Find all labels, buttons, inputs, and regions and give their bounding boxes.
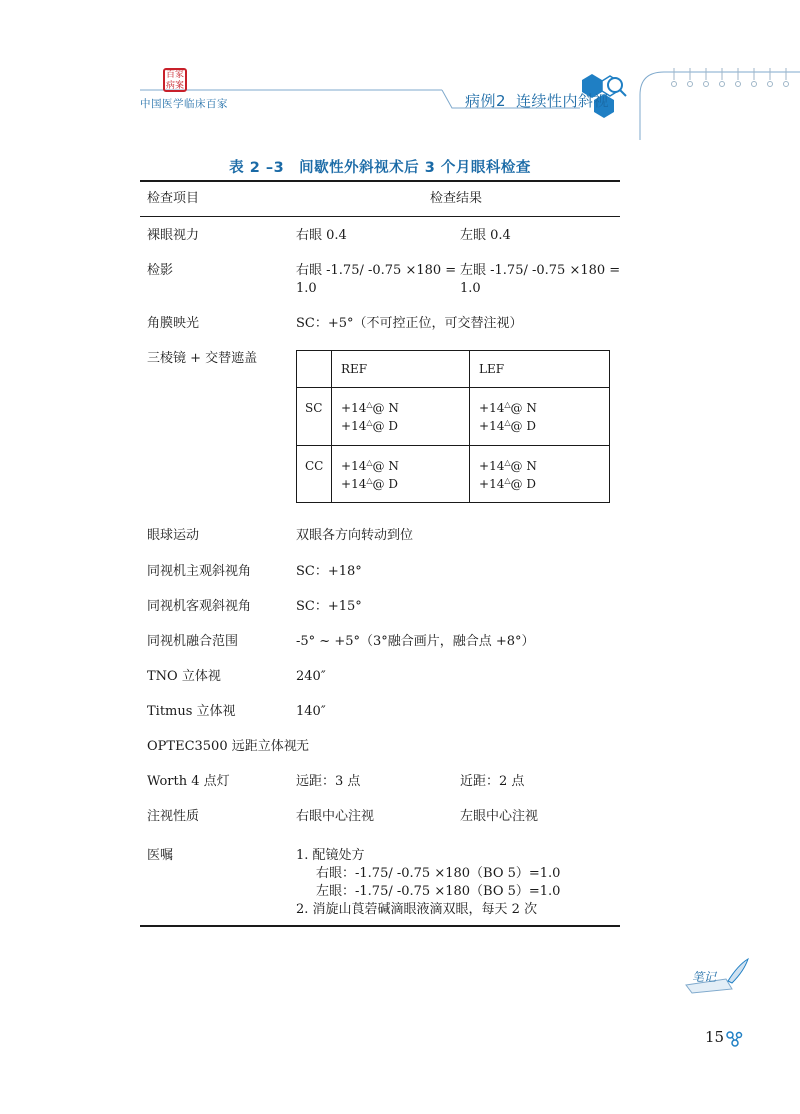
table-caption: 表 2 –3 间歇性外斜视术后 3 个月眼科检查 (229, 160, 531, 176)
case-title (465, 90, 609, 111)
logo-seal (163, 68, 187, 92)
row-label-va: 裸眼视力 (147, 228, 200, 243)
motility-value: 双眼各方向转动到位 (296, 528, 414, 543)
row-label-optec: OPTEC3500 远距立体视 (147, 739, 297, 754)
va-right: 右眼 0.4 (296, 228, 347, 243)
case-label: 病例2 (465, 92, 507, 110)
header-decoration (0, 0, 800, 140)
row-label-advice: 医嘱 (147, 848, 174, 863)
prism-cc-ref-near: +14△@ N (341, 458, 399, 473)
case-name: 连续性内斜视 (516, 92, 610, 110)
fusion-value: -5° ~ +5°（3°融合画片，融合点 +8°） (296, 634, 535, 649)
optec-value: 无 (296, 739, 310, 754)
advice-line3: 左眼：-1.75/ -0.75 ×180（BO 5）=1.0 (316, 884, 561, 899)
objective-angle-value: SC：+15° (296, 599, 362, 614)
row-label-worth: Worth 4 点灯 (147, 774, 230, 789)
prism-row-sc: SC (305, 401, 323, 415)
row-label-retinoscopy: 检影 (147, 263, 174, 278)
row-label-motility: 眼球运动 (147, 528, 200, 543)
advice-line2: 右眼：-1.75/ -0.75 ×180（BO 5）=1.0 (316, 866, 561, 881)
titmus-value: 140″ (296, 704, 326, 719)
row-label-hirschberg: 角膜映光 (147, 316, 200, 331)
row-label-tno: TNO 立体视 (147, 669, 221, 684)
page-number: 15 (705, 1028, 725, 1046)
fixation-left: 左眼中心注视 (460, 809, 539, 824)
prism-subtable (296, 350, 610, 503)
retino-right-line1: 右眼 -1.75/ -0.75 ×180 = (296, 263, 457, 278)
table-top-rule (140, 180, 620, 182)
prism-cc-lef-near: +14△@ N (479, 458, 537, 473)
column-header-item: 检查项目 (147, 191, 200, 206)
prism-cc-ref-dist: +14△@ D (341, 476, 398, 491)
subjective-angle-value: SC：+18° (296, 564, 362, 579)
worth-near: 近距：2 点 (460, 774, 525, 789)
fixation-right: 右眼中心注视 (296, 809, 375, 824)
prism-sc-lef-near: +14△@ N (479, 400, 537, 415)
row-label-objective-angle: 同视机客观斜视角 (147, 599, 252, 614)
row-label-prism: 三棱镜 + 交替遮盖 (147, 351, 258, 366)
prism-head-lef: LEF (479, 362, 505, 376)
advice-line1: 1. 配镜处方 (296, 848, 365, 863)
advice-line4: 2. 消旋山莨菪碱滴眼液滴双眼，每天 2 次 (296, 902, 538, 917)
table-bottom-rule (140, 925, 620, 927)
row-label-titmus: Titmus 立体视 (147, 704, 236, 719)
tno-value: 240″ (296, 669, 326, 684)
hirschberg-value: SC：+5°（不可控正位，可交替注视） (296, 316, 523, 331)
prism-sc-lef-dist: +14△@ D (479, 418, 536, 433)
retino-right-line2: 1.0 (296, 281, 317, 296)
table-header-rule (140, 216, 620, 217)
row-label-fusion: 同视机融合范围 (147, 634, 239, 649)
prism-row-cc: CC (305, 459, 324, 473)
retino-left-line1: 左眼 -1.75/ -0.75 ×180 = (460, 263, 621, 278)
retino-left-line2: 1.0 (460, 281, 481, 296)
notes-label: 笔记 (692, 970, 717, 984)
prism-head-ref: REF (341, 362, 368, 376)
prism-sc-ref-near: +14△@ N (341, 400, 399, 415)
magnifier-icon (608, 78, 622, 92)
row-label-fixation: 注视性质 (147, 809, 200, 824)
logo-text: 百家病案 (165, 70, 184, 91)
prism-cc-lef-dist: +14△@ D (479, 476, 536, 491)
worth-distance: 远距：3 点 (296, 774, 361, 789)
series-name: 中国医学临床百家 (140, 98, 228, 110)
prism-sc-ref-dist: +14△@ D (341, 418, 398, 433)
va-left: 左眼 0.4 (460, 228, 511, 243)
binding-rings (672, 68, 789, 87)
molecule-icon (726, 1030, 744, 1048)
row-label-subjective-angle: 同视机主观斜视角 (147, 564, 252, 579)
column-header-result: 检查结果 (430, 191, 483, 206)
